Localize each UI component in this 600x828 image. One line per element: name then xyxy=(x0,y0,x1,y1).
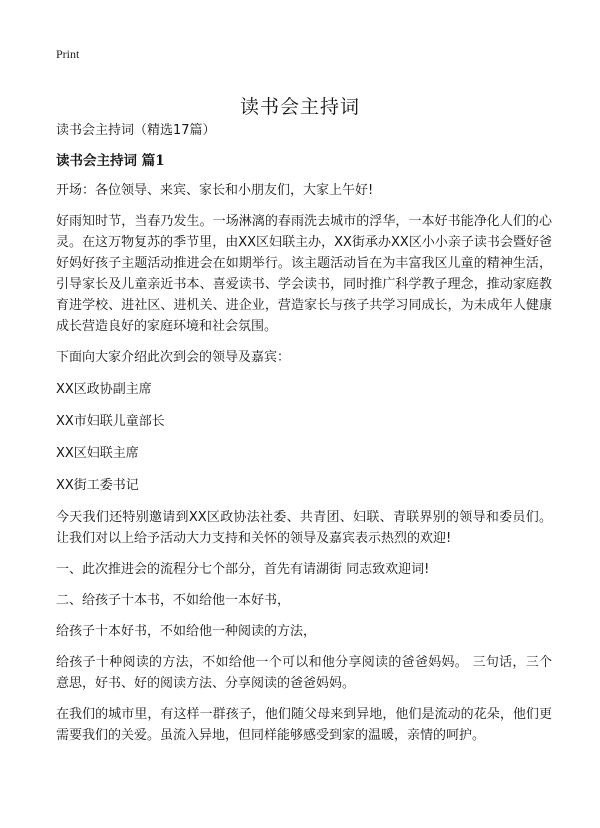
paragraph-reading-method: 给孩子十本好书，不如给他一种阅读的方法， xyxy=(56,624,317,639)
guest-list-item: XX街工委书记 xyxy=(56,478,139,493)
paragraph-city-children: 在我们的城市里，有这样一群孩子，他们随父母来到异地，他们是流动的花朵，他们更需要我们的关爱。虽流入异地，但同样能够感受到家的温暖，亲情的呵护。 xyxy=(56,707,552,743)
paragraph-agenda-2: 二、给孩子十本书，不如给他一本好书， xyxy=(56,593,291,608)
print-label[interactable]: Print xyxy=(56,47,80,61)
guest-list-item: XX市妇联儿童部长 xyxy=(56,414,165,429)
document-body xyxy=(56,120,552,756)
guest-list-item: XX区妇联主席 xyxy=(56,446,139,461)
paragraph-welcome: 今天我们还特别邀请到XX区政协法社委、共青团、妇联、青联界别的领导和委员们。让我们对以上给予活动大力支持和关怀的领导及嘉宾表示热烈的欢迎! xyxy=(56,510,552,546)
section-heading: 读书会主持词 篇1 xyxy=(56,153,165,169)
paragraph-intro: 好雨知时节，当春乃发生。一场淋漓的春雨洗去城市的浮华，一本好书能净化人们的心灵。在这万物复苏的季节里，由XX区妇联主办，XX街承办XX区小小亲子读书会暨好爸好妈好孩子主题活动推进会在如期举行。该主题活动旨在为丰富我区儿童的精神生活，引导家长及儿童亲近书本、喜爱读书、学会读书，同时推广科学教子理念，推动家庭教育进学校、进社区、进机关、进企业，营造家长与孩子共学习同成长，为未成年人健康成长营造良好的家庭环境和社会氛围。 xyxy=(56,214,552,334)
document-subtitle: 读书会主持词（精选17篇） xyxy=(56,123,216,138)
paragraph-opening: 开场：各位领导、来宾、家长和小朋友们，大家上午好! xyxy=(56,183,374,198)
paragraph-guests-intro: 下面向大家介绍此次到会的领导及嘉宾： xyxy=(56,350,291,365)
paragraph-agenda-1: 一、此次推进会的流程分七个部分，首先有请湖街 同志致欢迎词! xyxy=(56,562,430,577)
paragraph-sharing: 给孩子十种阅读的方法，不如给他一个可以和他分享阅读的爸爸妈妈。 三句话，三个意思，好书、好的阅读方法、分享阅读的爸爸妈妈。 xyxy=(56,655,552,691)
page-title: 读书会主持词 xyxy=(239,95,360,118)
guest-list-item: XX区政协副主席 xyxy=(56,382,152,397)
